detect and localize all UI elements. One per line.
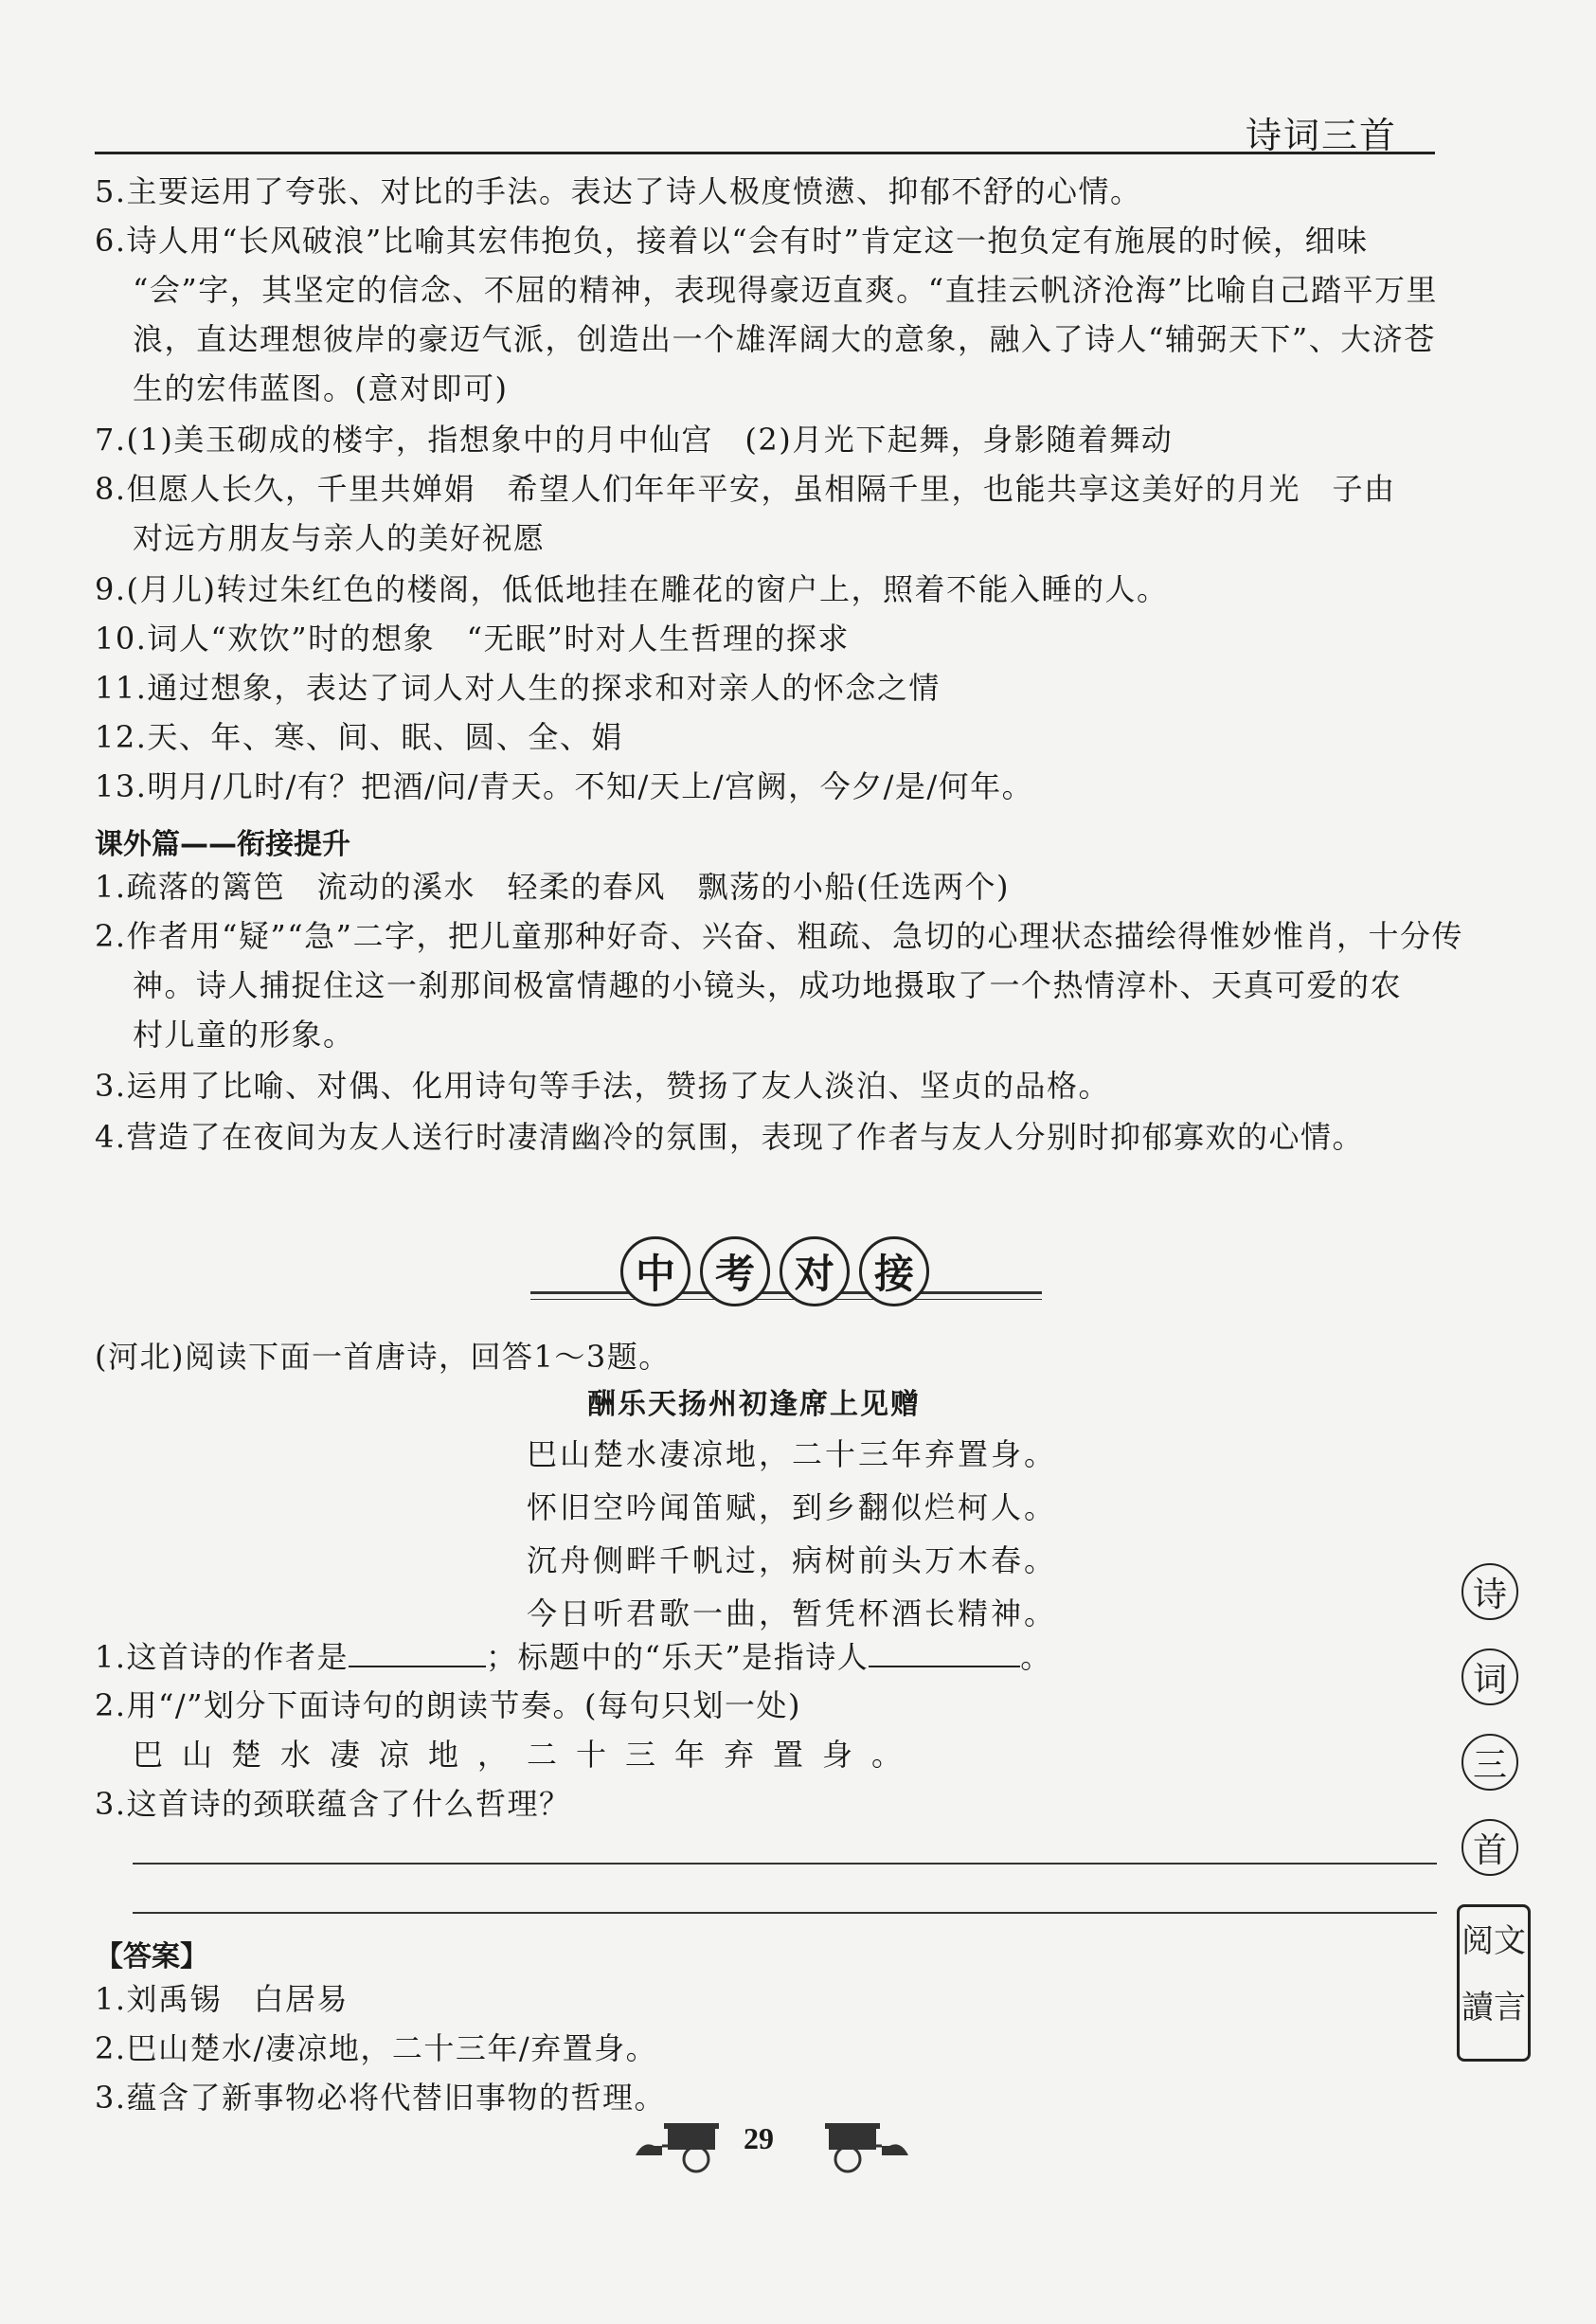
answer-writing-line[interactable] (133, 1863, 1437, 1865)
answer-blank[interactable] (869, 1637, 1020, 1667)
side-char: 诗 (1462, 1563, 1518, 1620)
answer-line: 9.(月儿)转过朱红色的楼阁，低低地挂在雕花的窗户上，照着不能入睡的人。 (95, 571, 1169, 607)
carriage-icon (810, 2117, 914, 2174)
seal-char: 讀 (1462, 1989, 1494, 2027)
side-char: 词 (1462, 1648, 1518, 1705)
answer-writing-line[interactable] (133, 1912, 1437, 1914)
answer-line: 11.通过想象，表达了词人对人生的探求和对亲人的怀念之情 (95, 670, 941, 706)
answer-key-line: 3.蕴含了新事物必将代替旧事物的哲理。 (95, 2080, 667, 2116)
section-banner (530, 1236, 1042, 1322)
answer-line: 6.诗人用“长风破浪”比喻其宏伟抱负，接着以“会有时”肯定这一抱负定有施展的时候，细味 (95, 223, 1369, 259)
answer-key-title: 【答案】 (95, 1940, 208, 1973)
answer-line: 12.天、年、寒、间、眠、圆、全、娟 (95, 719, 623, 755)
question-1 (95, 1637, 1052, 1676)
poem-line: 沉舟侧畔千帆过，病树前头万木春。 (527, 1542, 1058, 1578)
banner-char: 中 (620, 1236, 690, 1306)
answer-key-line: 2.巴山楚水/凄凉地，二十三年/弃置身。 (95, 2030, 658, 2066)
answer-line: “会”字，其坚定的信念、不屈的精神，表现得豪迈直爽。“直挂云帆济沧海”比喻自己踏平万里 (133, 272, 1438, 308)
banner-char: 对 (780, 1236, 850, 1306)
answer-line: 生的宏伟蓝图。(意对即可) (133, 370, 509, 406)
question-1-text: 1.这首诗的作者是 (95, 1639, 350, 1675)
header-divider (95, 152, 1435, 154)
answer-line: 10.词人“欢饮”时的想象 “无眠”时对人生哲理的探求 (95, 621, 850, 657)
seal-char: 阅 (1462, 1922, 1494, 1960)
carriage-icon (630, 2117, 734, 2174)
answer-line: 浪，直达理想彼岸的豪迈气派，创造出一个雄浑阔大的意象，融入了诗人“辅弼天下”、大济苍 (133, 321, 1436, 357)
answer-key-line: 1.刘禹锡 白居易 (95, 1981, 350, 2017)
side-char: 三 (1462, 1734, 1518, 1791)
question-1-text: 。 (1020, 1639, 1052, 1675)
question-2: 2.用“/”划分下面诗句的朗读节奏。(每句只划一处) (95, 1687, 802, 1723)
question-2-verse: 巴山楚水凄凉地，二十三年弃置身。 (133, 1737, 922, 1773)
answer-line: 5.主要运用了夸张、对比的手法。表达了诗人极度愤懑、抑郁不舒的心情。 (95, 173, 1142, 209)
side-label (1457, 1563, 1526, 2062)
answer-line: 对远方朋友与亲人的美好祝愿 (133, 520, 546, 556)
answer-line: 7.(1)美玉砌成的楼宇，指想象中的月中仙宫 (2)月光下起舞，身影随着舞动 (95, 422, 1174, 458)
answer-line: 神。诗人捕捉住这一刹那间极富情趣的小镜头，成功地摄取了一个热情淳朴、天真可爱的农 (133, 967, 1403, 1003)
question-3: 3.这首诗的颈联蕴含了什么哲理？ (95, 1786, 571, 1822)
question-1-text: ；标题中的“乐天”是指诗人 (486, 1639, 870, 1675)
answer-line: 8.但愿人长久，千里共婵娟 希望人们年年平安，虽相隔千里，也能共享这美好的月光 子由 (95, 471, 1396, 507)
answer-line: 13.明月/几时/有？把酒/问/青天。不知/天上/宫阙，今夕/是/何年。 (95, 768, 1034, 804)
poem-line: 怀旧空吟闻笛赋，到乡翻似烂柯人。 (527, 1489, 1058, 1525)
page-footer (630, 2108, 914, 2184)
answer-line: 2.作者用“疑”“急”二字，把儿童那种好奇、兴奋、粗疏、急切的心理状态描绘得惟妙惟肖，十分传 (95, 918, 1463, 954)
answer-line: 1.疏落的篱笆 流动的溪水 轻柔的春风 飘荡的小船(任选两个) (95, 869, 1011, 905)
answer-line: 4.营造了在夜间为友人送行时凄清幽冷的氛围，表现了作者与友人分别时抑郁寡欢的心情。 (95, 1119, 1365, 1155)
section-title: 课外篇——衔接提升 (95, 828, 350, 861)
seal-char: 言 (1494, 1989, 1526, 2027)
question-intro: (河北)阅读下面一首唐诗，回答1～3题。 (95, 1339, 671, 1375)
poem-line: 巴山楚水凄凉地，二十三年弃置身。 (527, 1436, 1058, 1472)
header-title: 诗词三首 (1245, 115, 1397, 156)
seal-char: 文 (1494, 1922, 1526, 1960)
banner-char: 考 (700, 1236, 770, 1306)
seal-stamp-icon (1457, 1904, 1531, 2062)
page-number: 29 (744, 2121, 774, 2155)
poem-line: 今日听君歌一曲，暂凭杯酒长精神。 (527, 1595, 1058, 1631)
side-char: 首 (1462, 1819, 1518, 1876)
banner-char: 接 (859, 1236, 929, 1306)
answer-line: 村儿童的形象。 (133, 1017, 355, 1053)
answer-line: 3.运用了比喻、对偶、化用诗句等手法，赞扬了友人淡泊、坚贞的品格。 (95, 1068, 1111, 1104)
poem-title: 酬乐天扬州初逢席上见赠 (587, 1388, 921, 1421)
answer-blank[interactable] (349, 1637, 486, 1667)
